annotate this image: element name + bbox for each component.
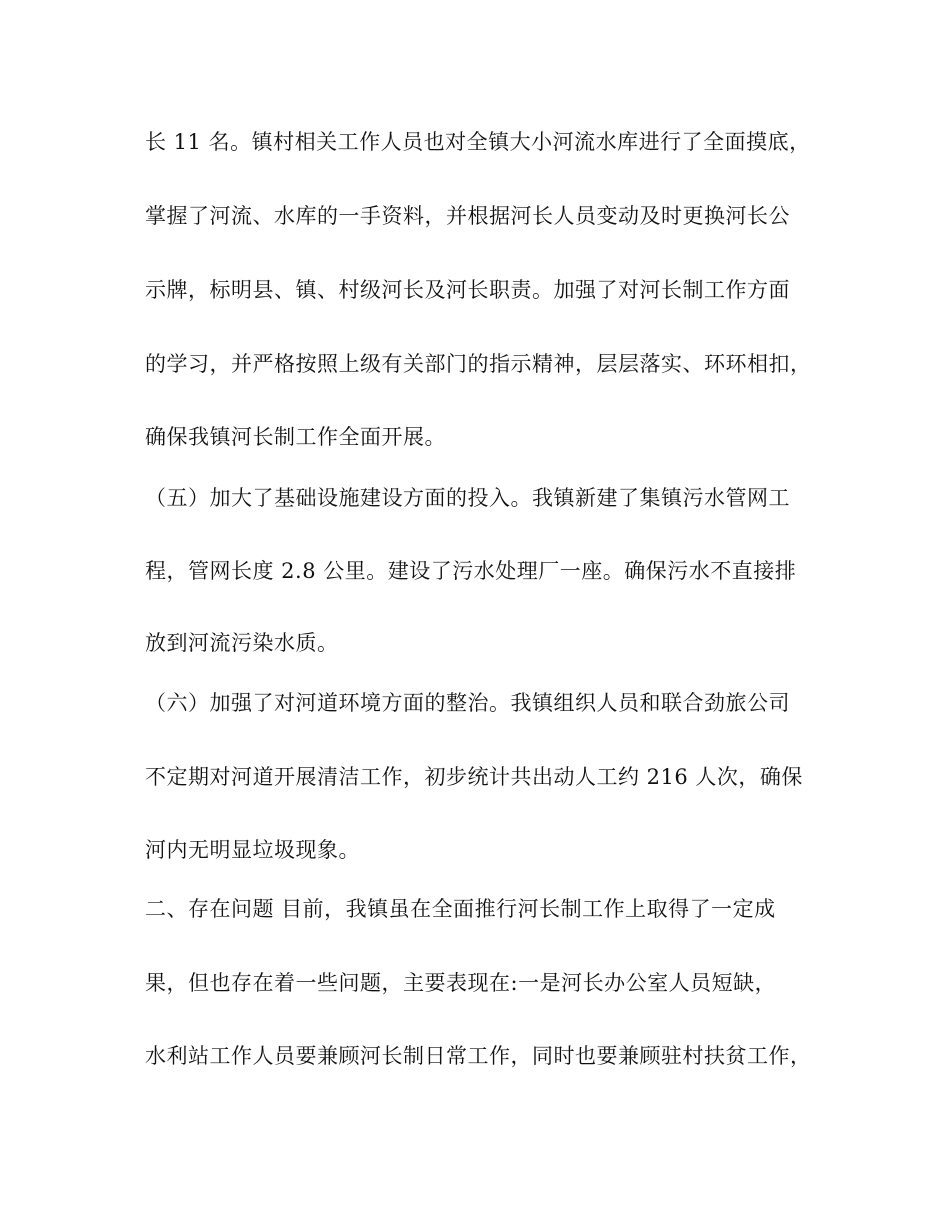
text-line: 河内无明显垃圾现象。 xyxy=(145,838,360,862)
text-line: （六）加强了对河道环境方面的整治。我镇组织人员和联合劲旅公司 xyxy=(145,691,790,715)
text-line: 水利站工作人员要兼顾河长制日常工作，同时也要兼顾驻村扶贫工作， xyxy=(145,1044,812,1068)
text-line: 确保我镇河长制工作全面开展。 xyxy=(145,425,446,449)
text-line: 果，但也存在着一些问题，主要表现在:一是河长办公室人员短缺， xyxy=(145,971,777,995)
text-line: 程，管网长度 2.8 公里。建设了污水处理厂一座。确保污水不直接排 xyxy=(145,559,797,583)
text-line: （五）加大了基础设施建设方面的投入。我镇新建了集镇污水管网工 xyxy=(145,486,790,510)
text-line: 二、存在问题 目前，我镇虽在全面推行河长制工作上取得了一定成 xyxy=(145,897,776,921)
text-line: 长 11 名。镇村相关工作人员也对全镇大小河流水库进行了全面摸底， xyxy=(145,130,811,154)
text-line: 放到河流污染水质。 xyxy=(145,631,339,655)
text-line: 示牌，标明县、镇、村级河长及河长职责。加强了对河长制工作方面 xyxy=(145,278,790,302)
text-line: 的学习，并严格按照上级有关部门的指示精神，层层落实、环环相扣， xyxy=(145,352,812,376)
text-line: 不定期对河道开展清洁工作，初步统计共出动人工约 216 人次，确保 xyxy=(145,765,803,789)
text-line: 掌握了河流、水库的一手资料，并根据河长人员变动及时更换河长公 xyxy=(145,204,790,228)
